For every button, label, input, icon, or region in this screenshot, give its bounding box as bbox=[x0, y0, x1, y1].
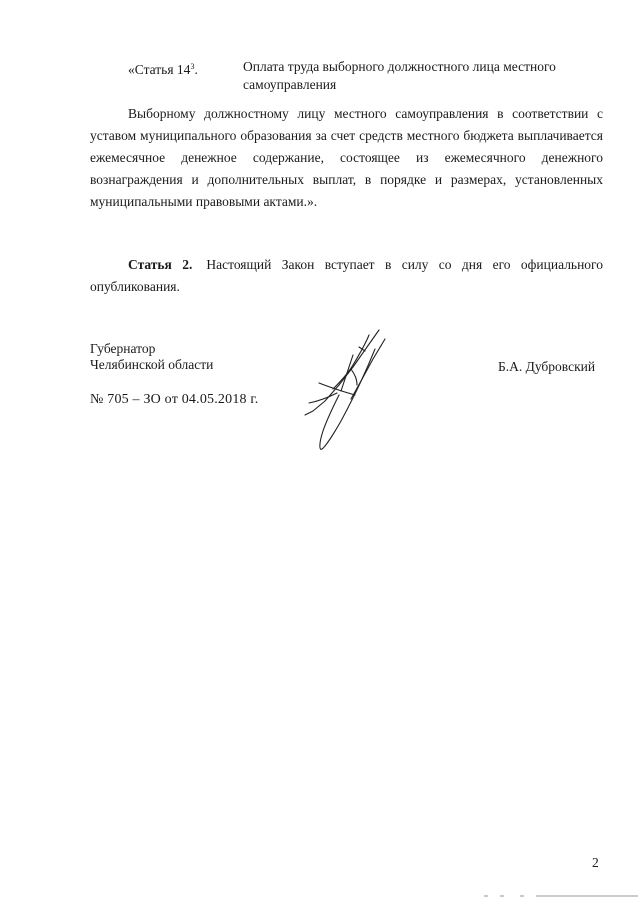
article-14-heading bbox=[128, 58, 198, 79]
signatory-position bbox=[90, 341, 213, 373]
registration-number: № 705 – ЗО от 04.05.2018 г. bbox=[90, 392, 259, 407]
article-2-text: Настоящий Закон вступает в силу со дня его официального опубликования. bbox=[90, 257, 604, 294]
scan-edge-mark bbox=[480, 893, 640, 899]
article-14-body: Выборному должностному лицу местного самоуправления в соответствии с уставом муниципального образования за счет средств местного бюджета выплачивается ежемесячное денежное содержание, состоящее из ежемесячного денежного вознаграждения и дополнительных выплат, в порядке и размерах, установленных муниципальными правовыми актами.». bbox=[90, 106, 603, 209]
article-2 bbox=[90, 254, 603, 298]
article-14-title: Оплата труда выборного должностного лица местного самоуправления bbox=[243, 59, 556, 92]
article-2-label: Статья 2. bbox=[128, 257, 193, 272]
handwritten-signature bbox=[295, 325, 395, 455]
page-number: 2 bbox=[592, 855, 599, 870]
signatory-position-line1: Губернатор bbox=[90, 341, 156, 356]
article-14-label: «Статья 14 bbox=[128, 62, 191, 77]
article-14-label-suffix: . bbox=[194, 62, 198, 77]
signatory-name: Б.А. Дубровский bbox=[498, 359, 596, 374]
signatory-position-line2: Челябинской области bbox=[90, 357, 214, 372]
article-14-superscript: 3 bbox=[190, 62, 195, 71]
